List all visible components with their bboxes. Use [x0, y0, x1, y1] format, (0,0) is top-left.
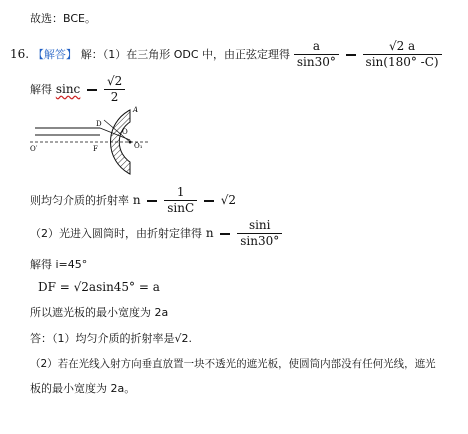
fraction-n: [164, 185, 197, 216]
fraction-numerator: sini: [237, 218, 282, 234]
solution-tag: 【解答】: [32, 48, 77, 61]
answer-part2-line1: （2）若在光线入射方向垂直放置一块不透光的遮光板，使圆筒内部没有任何光线，遮光: [30, 358, 436, 370]
n-label: n: [205, 226, 214, 240]
fraction-denominator: sinC: [167, 201, 195, 215]
fraction-eq1-left: [294, 39, 339, 70]
answer-choice-line: 故选：BCE。: [30, 12, 96, 25]
label-O-prime: O′: [30, 145, 38, 153]
equals-sign: [204, 200, 214, 202]
answer-part2-line2: 板的最小宽度为 2a。: [30, 382, 136, 395]
sinc-result-line: [30, 72, 125, 106]
n-label: n: [132, 193, 141, 207]
label-F: F: [93, 145, 98, 153]
question-number: 16.: [10, 47, 30, 61]
fraction-denominator: sin30°: [296, 55, 336, 69]
min-width-line: 所以遮光板的最小宽度为 2a: [30, 306, 169, 319]
fraction-eq1-right: [363, 39, 442, 70]
refractive-index-line: [30, 184, 236, 216]
equals-sign: [147, 200, 157, 202]
fraction-denominator: sin(180° -C): [365, 55, 439, 69]
label-A: A: [133, 106, 139, 114]
fraction-numerator: 1: [164, 185, 197, 201]
fraction-numerator: √2: [104, 74, 125, 90]
n-value: √2: [220, 193, 237, 207]
df-equation-line: DF = √2asin45° = a: [38, 280, 160, 294]
answer-part1-line: 答：（1）均匀介质的折射率是√2.: [30, 332, 193, 345]
sinc-label: sinc: [55, 82, 81, 96]
fraction-numerator: √2 a: [363, 39, 442, 55]
fraction-numerator: a: [294, 39, 339, 55]
i-result-line: 解得 i=45°: [30, 258, 88, 271]
label-O1: O₁: [134, 142, 143, 150]
fraction-denominator: sin30°: [240, 234, 280, 248]
equals-sign: [87, 89, 97, 91]
fraction-sinc: [104, 74, 125, 105]
optics-diagram: [30, 104, 160, 180]
fraction-denominator: 2: [110, 90, 119, 104]
center-point: [129, 141, 132, 144]
part2-line: [30, 216, 282, 250]
equals-sign: [346, 54, 356, 56]
intro-text: 解：（1）在三角形 ODC 中，由正弦定理得: [80, 48, 291, 61]
fraction-snell: [237, 218, 282, 249]
equals-sign: [220, 233, 230, 235]
solve-prefix: 解得: [30, 83, 52, 96]
part2-text: （2）光进入圆筒时，由折射定律得: [30, 227, 202, 240]
q16-header: [10, 36, 442, 72]
label-D: D: [96, 120, 102, 128]
index-text: 则均匀介质的折射率: [30, 194, 129, 207]
label-O: O: [122, 128, 128, 136]
